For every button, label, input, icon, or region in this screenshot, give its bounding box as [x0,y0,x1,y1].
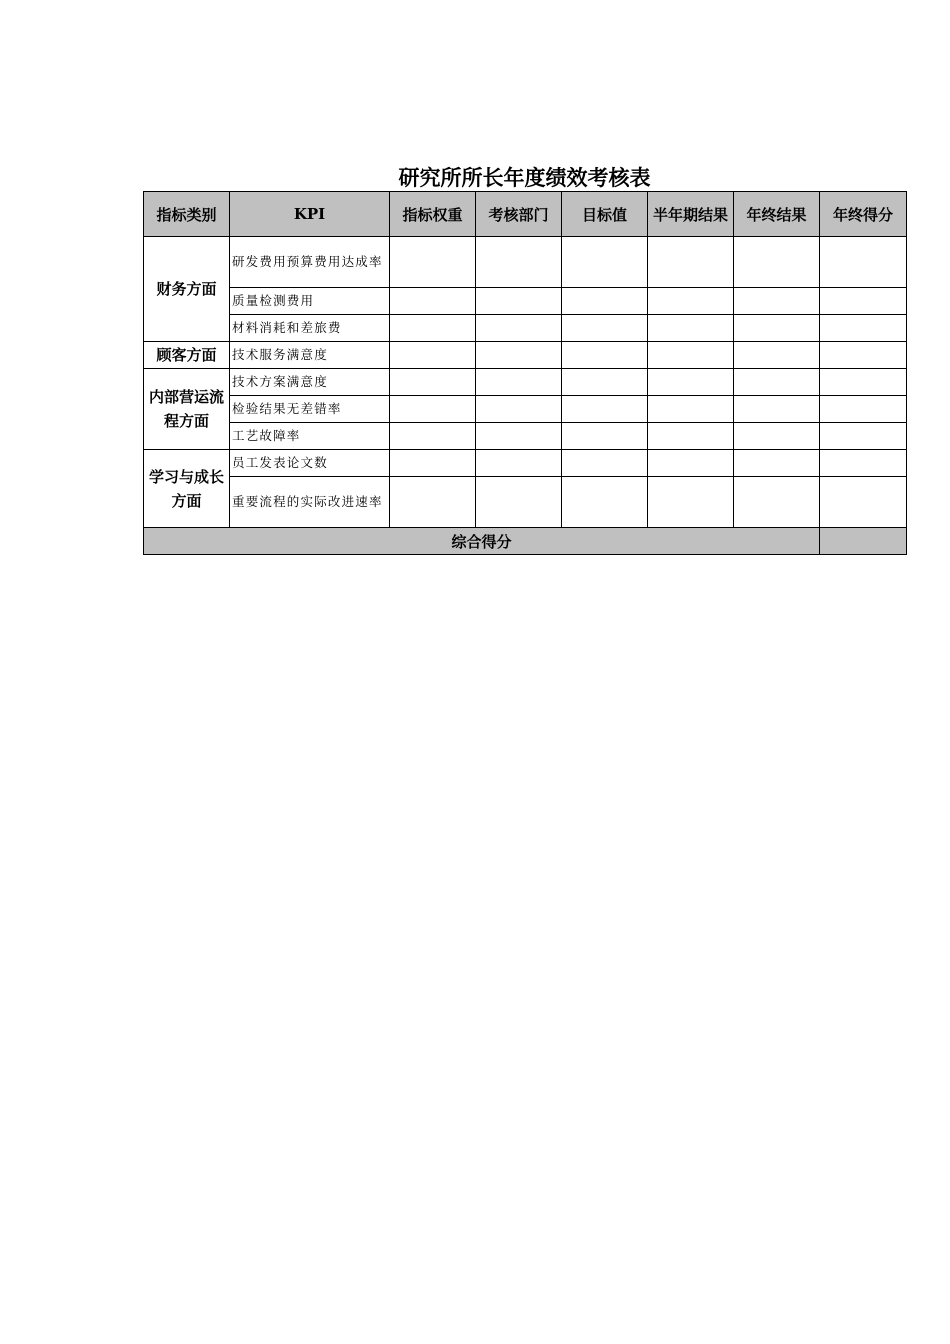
table-row [144,369,907,396]
target-cell[interactable] [562,423,648,450]
department-cell[interactable] [476,423,562,450]
yearend-cell[interactable] [734,423,820,450]
score-cell[interactable] [820,315,907,342]
department-cell[interactable] [476,315,562,342]
kpi-cell: 研发费用预算费用达成率 [230,237,390,288]
table-row [144,477,907,528]
category-customer: 顾客方面 [144,342,230,369]
target-cell[interactable] [562,342,648,369]
yearend-cell[interactable] [734,396,820,423]
yearend-cell[interactable] [734,450,820,477]
target-cell[interactable] [562,396,648,423]
weight-cell[interactable] [390,477,476,528]
midyear-cell[interactable] [648,369,734,396]
score-cell[interactable] [820,288,907,315]
midyear-cell[interactable] [648,315,734,342]
total-score-cell[interactable] [820,528,907,555]
kpi-assessment-table [143,191,907,555]
score-cell[interactable] [820,369,907,396]
target-cell[interactable] [562,450,648,477]
department-cell[interactable] [476,237,562,288]
kpi-cell: 检验结果无差错率 [230,396,390,423]
target-cell[interactable] [562,369,648,396]
yearend-cell[interactable] [734,342,820,369]
total-row [144,528,907,555]
weight-cell[interactable] [390,342,476,369]
target-cell[interactable] [562,237,648,288]
weight-cell[interactable] [390,315,476,342]
midyear-cell[interactable] [648,450,734,477]
department-cell[interactable] [476,369,562,396]
score-cell[interactable] [820,423,907,450]
kpi-cell: 工艺故障率 [230,423,390,450]
table-row [144,288,907,315]
department-cell[interactable] [476,342,562,369]
kpi-cell: 技术方案满意度 [230,369,390,396]
score-cell[interactable] [820,342,907,369]
header-midyear-result: 半年期结果 [648,192,734,237]
table-row [144,396,907,423]
target-cell[interactable] [562,477,648,528]
yearend-cell[interactable] [734,288,820,315]
target-cell[interactable] [562,315,648,342]
department-cell[interactable] [476,288,562,315]
kpi-cell: 材料消耗和差旅费 [230,315,390,342]
header-target: 目标值 [562,192,648,237]
midyear-cell[interactable] [648,288,734,315]
category-internal-process: 内部营运流程方面 [144,369,230,450]
header-category: 指标类别 [144,192,230,237]
score-cell[interactable] [820,396,907,423]
midyear-cell[interactable] [648,237,734,288]
kpi-cell: 质量检测费用 [230,288,390,315]
department-cell[interactable] [476,450,562,477]
midyear-cell[interactable] [648,396,734,423]
weight-cell[interactable] [390,396,476,423]
category-learning-growth: 学习与成长方面 [144,450,230,528]
yearend-cell[interactable] [734,477,820,528]
weight-cell[interactable] [390,288,476,315]
midyear-cell[interactable] [648,342,734,369]
header-row [144,192,907,237]
table-row [144,342,907,369]
midyear-cell[interactable] [648,477,734,528]
kpi-cell: 员工发表论文数 [230,450,390,477]
yearend-cell[interactable] [734,369,820,396]
weight-cell[interactable] [390,423,476,450]
header-weight: 指标权重 [390,192,476,237]
score-cell[interactable] [820,237,907,288]
header-kpi: KPI [230,192,390,237]
table-row [144,315,907,342]
total-label: 综合得分 [144,528,820,555]
table-row [144,450,907,477]
kpi-cell: 技术服务满意度 [230,342,390,369]
page-title: 研究所所长年度绩效考核表 [398,165,651,190]
weight-cell[interactable] [390,369,476,396]
department-cell[interactable] [476,396,562,423]
midyear-cell[interactable] [648,423,734,450]
score-cell[interactable] [820,450,907,477]
table-row [144,237,907,288]
score-cell[interactable] [820,477,907,528]
header-yearend-score: 年终得分 [820,192,907,237]
weight-cell[interactable] [390,237,476,288]
category-finance: 财务方面 [144,237,230,342]
target-cell[interactable] [562,288,648,315]
table-row [144,423,907,450]
header-yearend-result: 年终结果 [734,192,820,237]
yearend-cell[interactable] [734,315,820,342]
weight-cell[interactable] [390,450,476,477]
yearend-cell[interactable] [734,237,820,288]
header-department: 考核部门 [476,192,562,237]
department-cell[interactable] [476,477,562,528]
kpi-cell: 重要流程的实际改进速率 [230,477,390,528]
